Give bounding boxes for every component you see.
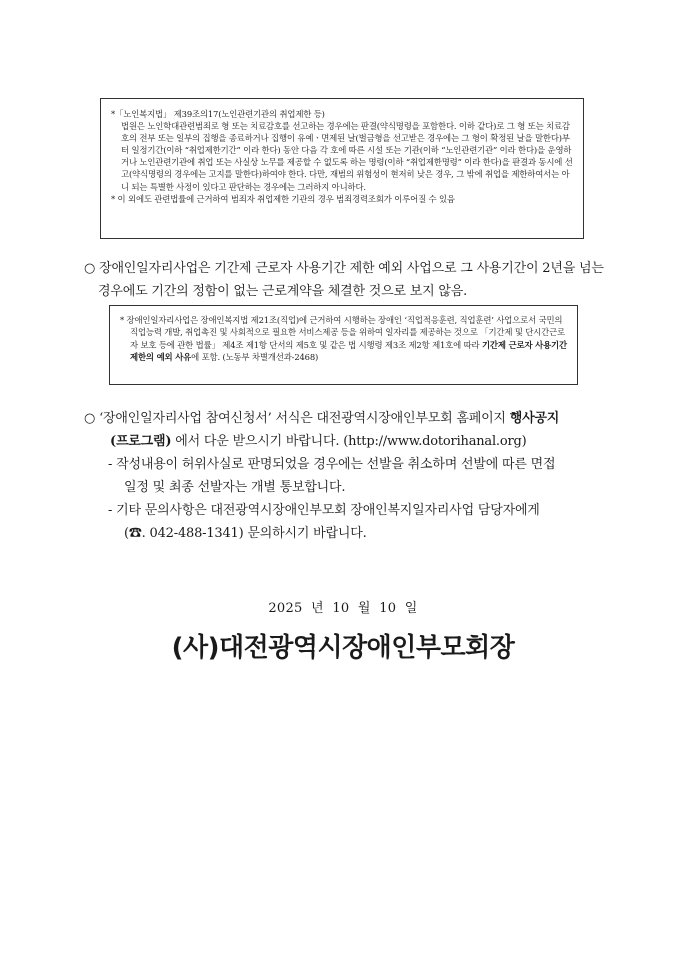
bullet2-line1-text: ‘장애인일자리사업 참여신청서’ 서식은 대전광역시장애인부모회 홈페이지 xyxy=(99,411,510,426)
notice-body: 법원은 노인학대관련범죄로 형 또는 치료감호를 선고하는 경우에는 판결(약식명령을 포함한다. 이하 같다)로 그 형 또는 치료감호의 전부 또는 일부의 집행을 종료하거나 집행이 유예ㆍ면제된 날(벌금형을 선고받은 경우에는 그 형이 확정된 날을 말한다)부터 일정기간(이하 “취업제한기간” 이라 한다) 동안 다음 각 호에 따른 시설 또는 기관(이하 “노인관련기관” 이라 한다)을 운영하거나 노인관련기관에 취업 또는 사실상 노무를 제공할 수 없도록 하는 명령(이하 “취업제한명령” 이라 한다)을 판결과 동시에 선고(약식명령의 경우에는 고지를 말한다)하여야 한다. 다만, 재범의 위험성이 현저히 낮은 경우, 그 밖에 취업을 제한하여서는 아니 되는 특별한 사정이 있다고 판단하는 경우에는 그러하지 아니하다. xyxy=(121,121,573,192)
bullet2-line2-text: 에서 다운 받으시기 바랍니다. (http://www.dotorihanal.org) xyxy=(171,434,527,449)
application-form-bullet xyxy=(84,407,664,545)
sub-item-inquiry: - 기타 문의사항은 대전광역시장애인부모회 장애인복지일자리사업 담당자에게 xyxy=(108,503,540,518)
bullet-marker: ○ xyxy=(84,411,96,426)
document-date: 2025 년 10 월 10 일 xyxy=(268,601,418,616)
law-box-text xyxy=(120,314,567,363)
sub-item-inquiry-phone: (☎. 042-488-1341) 문의하시기 바랍니다. xyxy=(124,526,367,541)
notice-footnote: * 이 외에도 관련법률에 근거하여 범죄자 취업제한 기관의 경우 범죄경력조회가 이루어질 수 있음 xyxy=(111,193,455,204)
law-text-bold: 기간제 근로자 사용기간 제한의 예외 사유 xyxy=(130,339,567,362)
program-link-text: (프로그램) xyxy=(110,434,172,449)
organization-signature: (사)대전광역시장애인부모회장 xyxy=(171,633,515,663)
sub-item-falsification: - 작성내용이 허위사실로 판명되었을 경우에는 선발을 취소하며 선발에 따른 면접 xyxy=(108,457,556,472)
bullet1-line1: 장애인일자리사업은 기간제 근로자 사용기간 제한 예외 사업으로 그 사용기간이 2년을 넘는 xyxy=(99,261,604,276)
law-text-part2: 에 포함. (노동부 차별개선과-2468) xyxy=(191,351,319,362)
elder-welfare-law-notice-box xyxy=(100,98,584,239)
notice-heading: *「노인복지법」 제39조의17(노인관련기관의 취업제한 등) xyxy=(111,109,325,119)
event-notice-link-text: 행사공지 xyxy=(509,411,560,426)
bullet2-line1 xyxy=(84,407,664,430)
law-text-part1: * 장애인일자리사업은 장애인복지법 제21조(직업)에 근거하여 시행하는 장애인 ‘직업적응훈련, 직업훈련’ 사업으로서 국민의 직업능력 개발, 취업촉진 및 사회적으로 필요한 서비스제공 등을 위하여 일자리를 제공하는 것으로 「기간제 및 단시간근로자 보호 등에 관한 법률」 제4조 제1항 단서의 제5호 및 같은 법 시행령 제3조 제2항 제1호에 따라 xyxy=(120,315,565,350)
bullet1-line2: 경우에도 기간의 정함이 없는 근로계약을 체결한 것으로 보지 않음. xyxy=(98,284,468,299)
employment-term-exception-bullet xyxy=(84,257,644,303)
bullet2-line2 xyxy=(84,430,664,453)
bullet-marker: ○ xyxy=(84,261,96,276)
fixed-term-law-box xyxy=(109,305,578,385)
sub-item-falsification-cont: 일정 및 최종 선발자는 개별 통보합니다. xyxy=(124,480,346,495)
